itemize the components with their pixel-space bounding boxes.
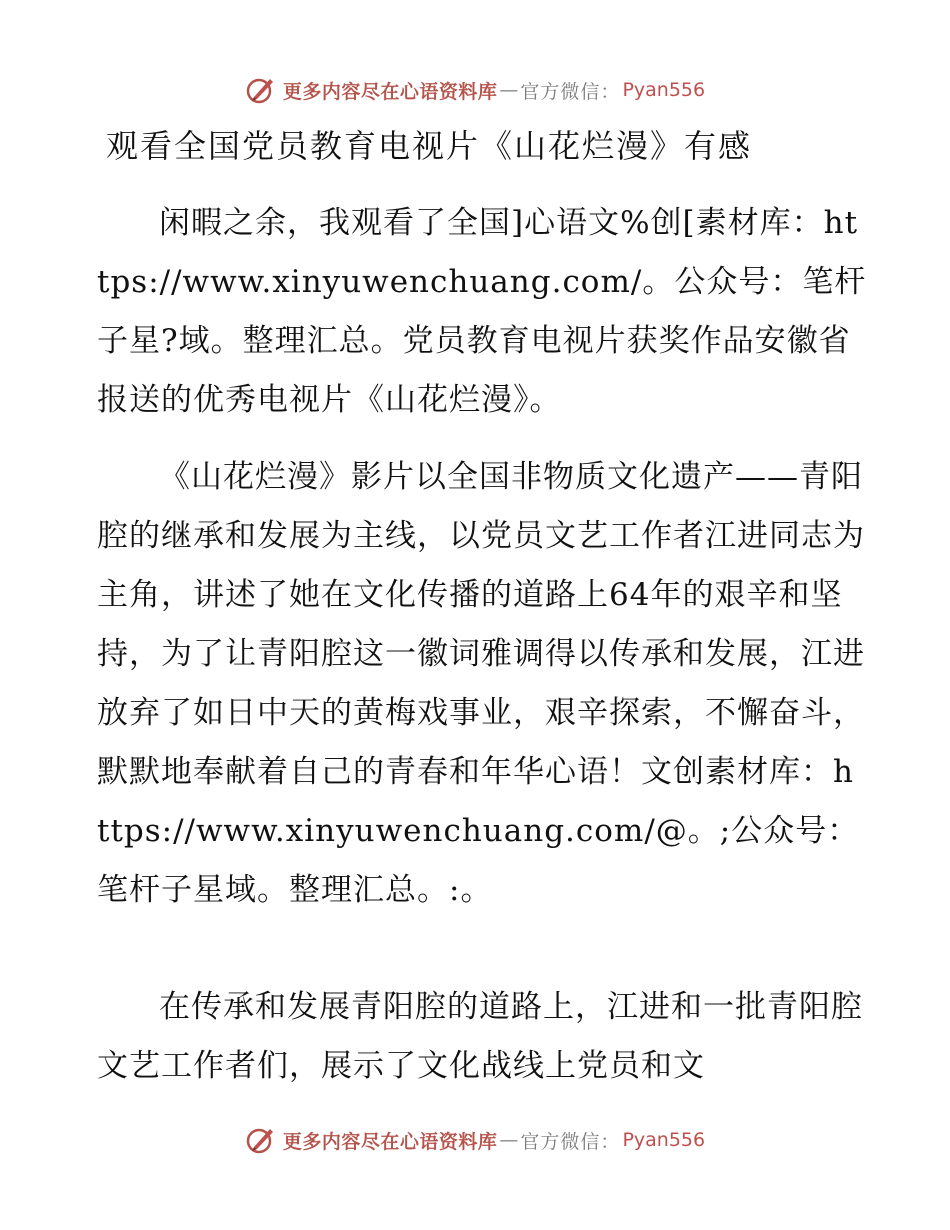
footer-banner [0, 1120, 950, 1160]
banner-brand-text: 更多内容尽在心语资料库 [282, 1130, 498, 1153]
quill-pen-logo-icon [245, 1124, 277, 1156]
banner-wechat-id: Pyan556 [622, 1129, 706, 1151]
banner-wechat-id: Pyan556 [622, 79, 706, 101]
document-title: 观看全国党员教育电视片《山花烂漫》有感 [106, 127, 753, 165]
banner-dash: — [499, 1129, 519, 1151]
header-banner [0, 70, 950, 110]
banner-wechat-label: 官方微信： [520, 80, 621, 103]
paragraph-1: 闲暇之余，我观看了全国]心语文%创[素材库：https://www.xinyuwenchuang.com/。公众号：笔杆子星?域。整理汇总。党员教育电视片获奖作品安徽省报送的优秀电视片《山花烂漫》。 [97, 205, 867, 418]
paragraph-2: 《山花烂漫》影片以全国非物质文化遗产——青阳腔的继承和发展为主线，以党员文艺工作者江进同志为主角，讲述了她在文化传播的道路上64年的艰辛和坚持，为了让青阳腔这一徽词雅调得以传承和发展，江进放弃了如日中天的黄梅戏事业，艰辛探索，不懈奋斗，默默地奉献着自己的青春和年华心语！文创素材库：https://www.xinyuwenchuang.com/@。;公众号：笔杆子星域。整理汇总。:。 [97, 459, 865, 908]
paragraph-3: 在传承和发展青阳腔的道路上，江进和一批青阳腔文艺工作者们，展示了文化战线上党员和文 [97, 989, 863, 1084]
banner-dash: — [499, 79, 519, 101]
banner-brand-text: 更多内容尽在心语资料库 [282, 80, 498, 103]
quill-pen-logo-icon [245, 74, 277, 106]
banner-wechat-label: 官方微信： [520, 1130, 621, 1153]
